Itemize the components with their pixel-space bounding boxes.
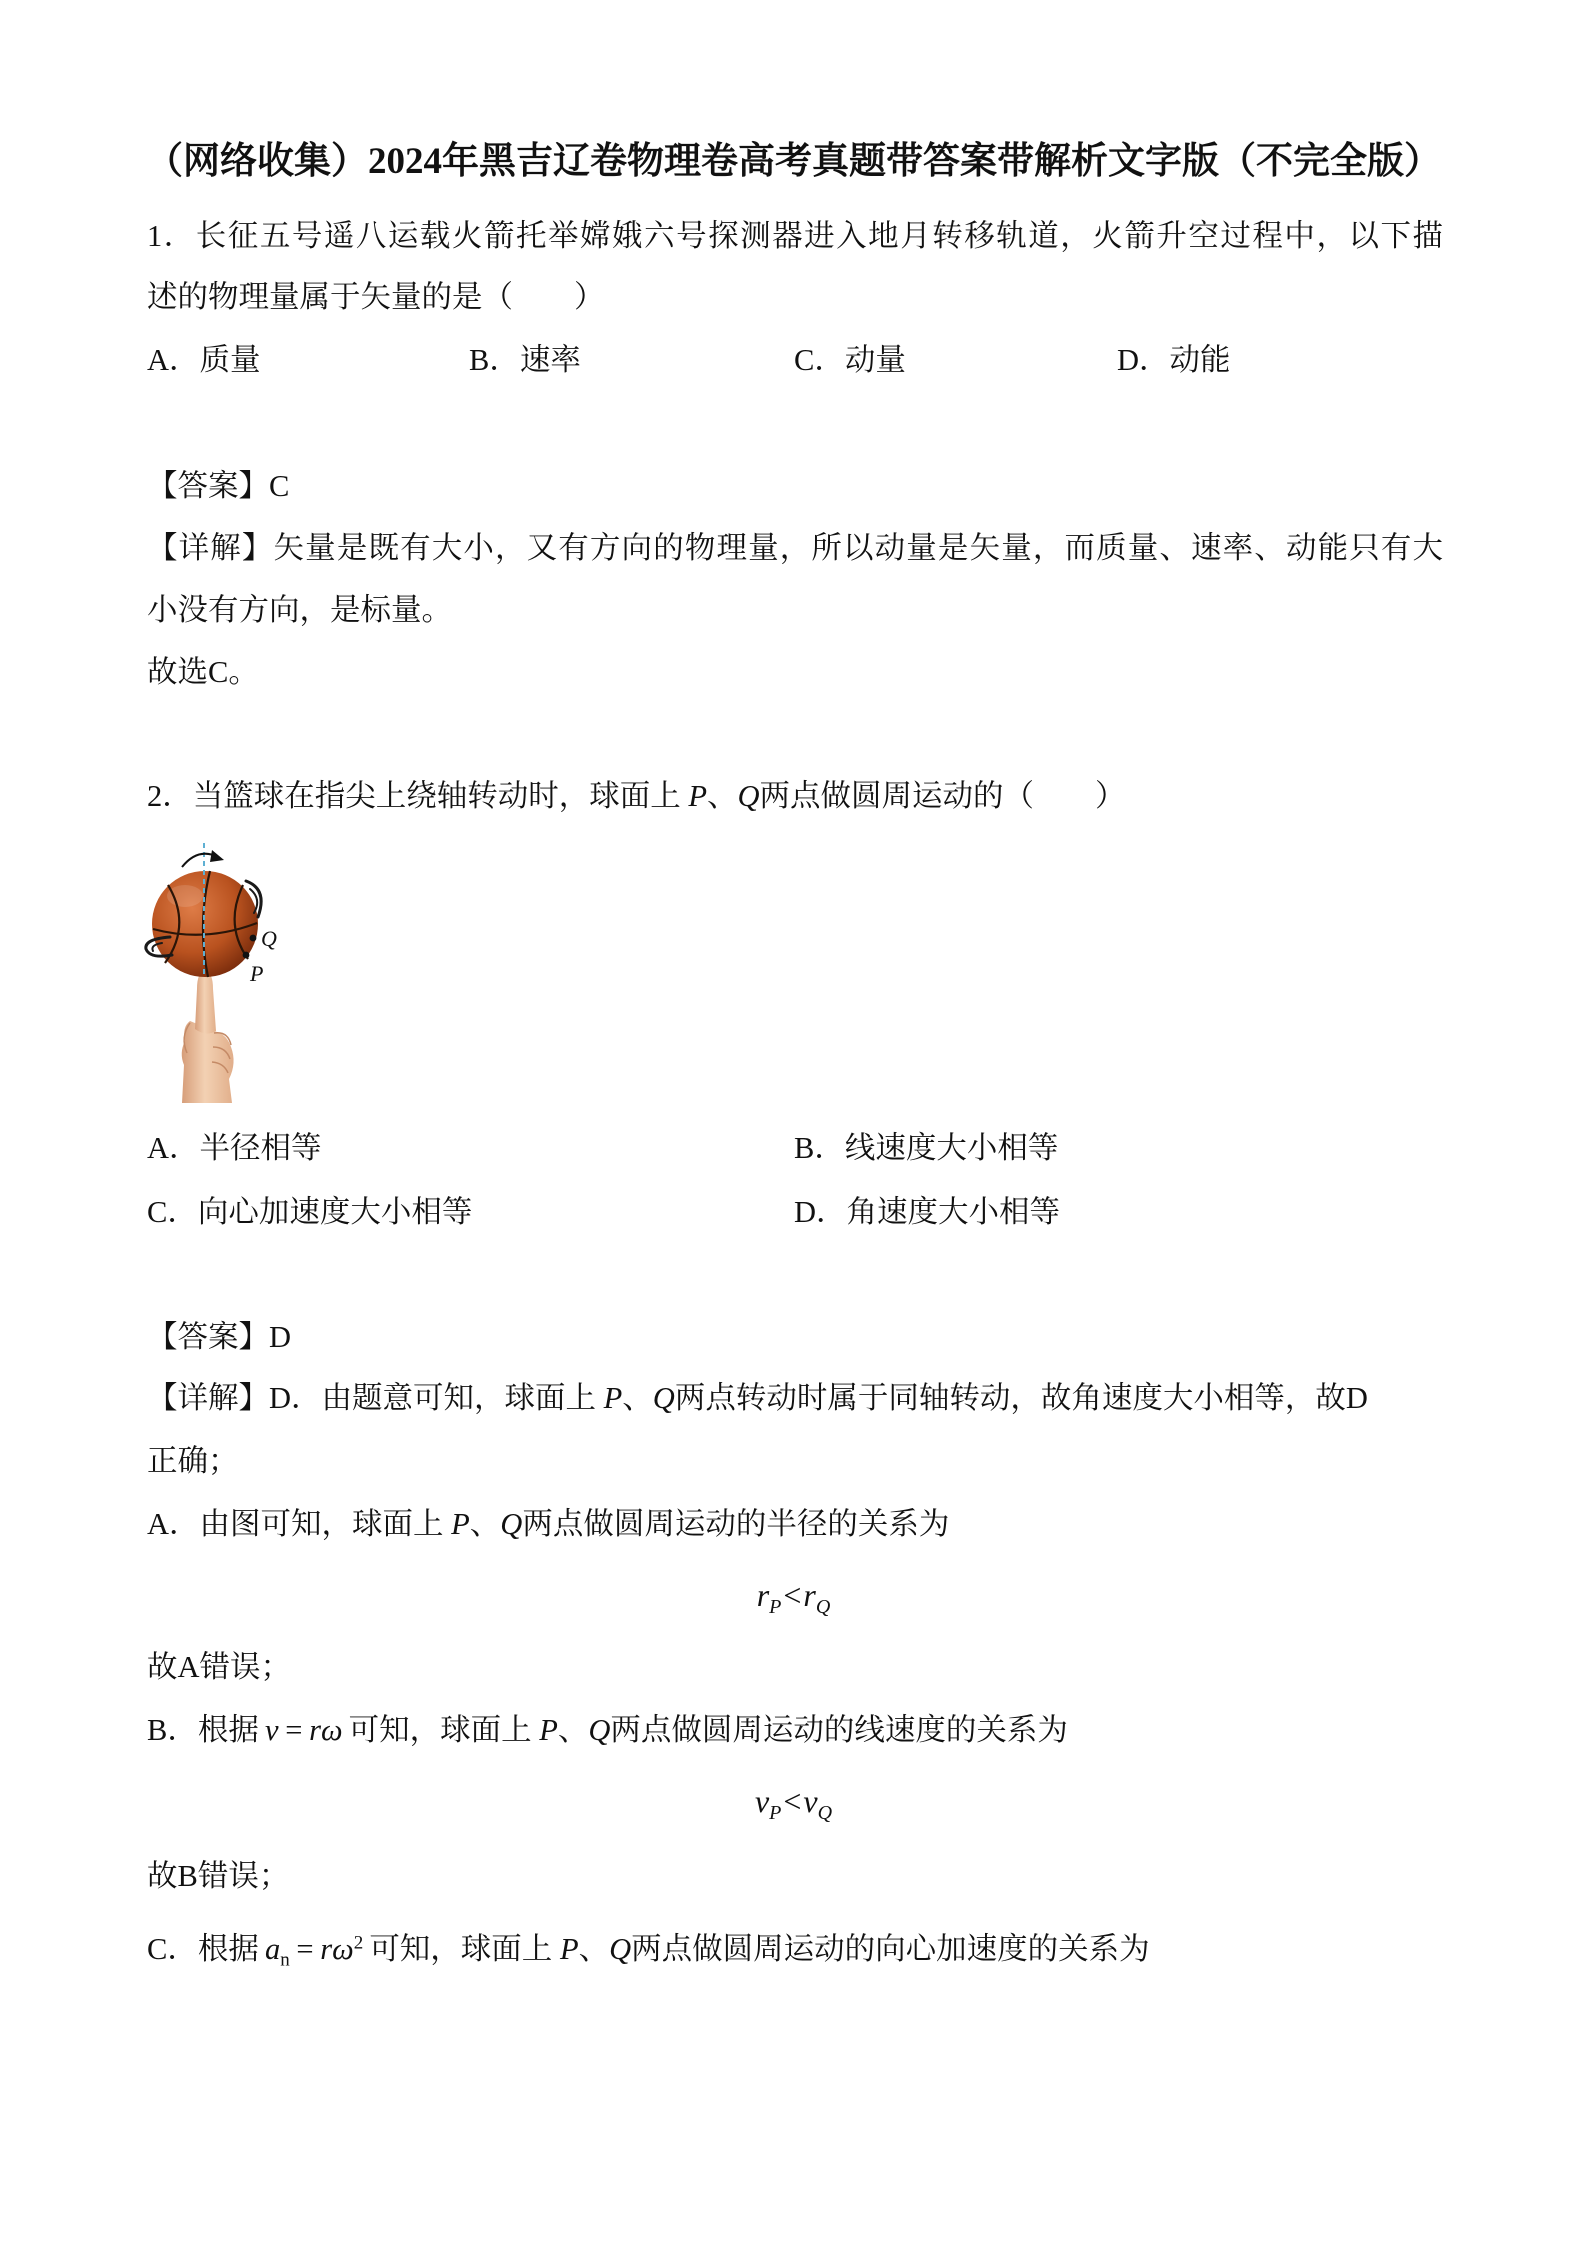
question-2-option-a bbox=[147, 1117, 322, 1179]
option-label: B． bbox=[469, 343, 520, 377]
option-text: 线速度大小相等 bbox=[844, 1131, 1059, 1165]
index-finger bbox=[195, 971, 216, 1034]
detail-prefix: C．根据 bbox=[147, 1932, 259, 1966]
question-1-option-b bbox=[469, 329, 581, 391]
option-label: D． bbox=[794, 1195, 847, 1229]
option-text: 向心加速度大小相等 bbox=[197, 1195, 473, 1229]
velocity-formula bbox=[265, 1713, 343, 1747]
point-p-label: P bbox=[250, 961, 264, 986]
point-q-label: Q bbox=[261, 926, 277, 951]
point-q-symbol: Q bbox=[588, 1713, 611, 1747]
formula-radius-relation bbox=[0, 1564, 1587, 1626]
radius-symbol: r bbox=[309, 1713, 321, 1747]
option-label: C． bbox=[794, 343, 845, 377]
velocity-symbol: v bbox=[264, 1713, 279, 1747]
point-p-symbol: P bbox=[603, 1381, 623, 1415]
subscript-q: Q bbox=[817, 1802, 833, 1824]
question-1-answer: 【答案】C bbox=[147, 469, 290, 503]
detail-prefix: B．根据 bbox=[147, 1713, 259, 1747]
equals-sign: = bbox=[285, 1713, 303, 1747]
question-1-options bbox=[147, 329, 1443, 391]
question-2-option-b bbox=[794, 1117, 1058, 1179]
basketball-on-finger-figure bbox=[140, 841, 295, 1103]
detail-text: 可知，球面上 bbox=[348, 1713, 532, 1747]
ball-highlight bbox=[167, 885, 203, 907]
stem-text: 2．当篮球在指尖上绕轴转动时，球面上 bbox=[147, 779, 681, 813]
omega-symbol: ω bbox=[320, 1713, 343, 1747]
subscript-p: P bbox=[769, 1596, 782, 1618]
separator: 、 bbox=[557, 1713, 589, 1747]
velocity-symbol: v bbox=[803, 1783, 818, 1819]
detail-text: A．由图可知，球面上 bbox=[147, 1507, 444, 1541]
formula-velocity-relation bbox=[0, 1770, 1587, 1832]
point-p-dot bbox=[243, 952, 250, 959]
page-title: （网络收集）2024年黑吉辽卷物理卷高考真题带答案带解析文字版（不完全版） bbox=[146, 141, 1441, 182]
less-than-sign: < bbox=[783, 1783, 802, 1819]
question-2-stem bbox=[147, 765, 1443, 827]
point-q-dot bbox=[250, 935, 257, 942]
option-label: A． bbox=[147, 343, 200, 377]
point-p-symbol: P bbox=[451, 1507, 470, 1541]
detail-text-end: 两点做圆周运动的向心加速度的关系为 bbox=[631, 1932, 1150, 1966]
question-2-detail-d bbox=[147, 1367, 1443, 1429]
subscript-n: n bbox=[280, 1949, 290, 1971]
question-2-option-d bbox=[794, 1181, 1060, 1243]
acceleration-symbol: a bbox=[264, 1932, 281, 1966]
radius-symbol: r bbox=[320, 1932, 333, 1966]
option-label: C． bbox=[147, 1195, 198, 1229]
question-2-detail-b bbox=[147, 1699, 1443, 1761]
point-q-symbol: Q bbox=[652, 1381, 675, 1415]
detail-text: 【详解】D．由题意可知，球面上 bbox=[147, 1381, 597, 1415]
point-p-symbol: P bbox=[559, 1932, 579, 1966]
option-text: 动能 bbox=[1169, 343, 1231, 377]
question-1-stem-line-1: 1．长征五号遥八运载火箭托举嫦娥六号探测器进入地月转移轨道，火箭升空过程中，以下描 bbox=[147, 219, 1443, 253]
detail-text-end: 两点做圆周运动的半径的关系为 bbox=[522, 1507, 950, 1541]
point-p-symbol: P bbox=[688, 779, 708, 813]
subscript-p: P bbox=[769, 1802, 782, 1824]
detail-text-end: 两点转动时属于同轴转动，故角速度大小相等，故D bbox=[674, 1381, 1368, 1415]
question-2-detail-a bbox=[147, 1493, 1443, 1555]
option-label: A． bbox=[147, 1131, 200, 1165]
option-text: 质量 bbox=[199, 343, 261, 377]
question-1-detail-line-1: 【详解】矢量是既有大小，又有方向的物理量，所以动量是矢量，而质量、速率、动能只有大 bbox=[147, 531, 1443, 565]
question-2-options-row-1 bbox=[147, 1117, 1443, 1179]
stem-text-end: 两点做圆周运动的（ ） bbox=[759, 779, 1126, 813]
point-q-symbol: Q bbox=[609, 1932, 632, 1966]
separator: 、 bbox=[707, 779, 738, 813]
radius-symbol: r bbox=[803, 1577, 816, 1613]
subscript-q: Q bbox=[815, 1596, 831, 1618]
less-than-sign: < bbox=[783, 1577, 802, 1613]
question-1-option-d bbox=[1117, 329, 1231, 391]
option-text: 动量 bbox=[844, 343, 906, 377]
separator: 、 bbox=[578, 1932, 610, 1966]
separator: 、 bbox=[622, 1381, 653, 1415]
rotation-arrow-head bbox=[210, 850, 224, 862]
question-2-detail-c bbox=[147, 1918, 1443, 1980]
question-1-conclusion: 故选C。 bbox=[147, 655, 259, 689]
velocity-symbol: v bbox=[754, 1783, 770, 1819]
point-p-symbol: P bbox=[539, 1713, 558, 1747]
separator: 、 bbox=[469, 1507, 501, 1541]
question-2-option-c bbox=[147, 1181, 472, 1243]
question-2-options-row-2 bbox=[147, 1181, 1443, 1243]
centripetal-acceleration-formula bbox=[264, 1932, 364, 1971]
superscript-2: 2 bbox=[353, 1932, 364, 1954]
detail-text: 可知，球面上 bbox=[369, 1932, 553, 1966]
detail-text-end: 两点做圆周运动的线速度的关系为 bbox=[610, 1713, 1068, 1747]
option-label: D． bbox=[1117, 343, 1170, 377]
option-text: 角速度大小相等 bbox=[846, 1195, 1061, 1229]
question-2-result-b: 故B错误； bbox=[147, 1859, 290, 1893]
point-q-symbol: Q bbox=[500, 1507, 523, 1541]
option-text: 速率 bbox=[519, 343, 581, 377]
radius-symbol: r bbox=[756, 1577, 770, 1613]
question-2-detail-d-continued: 正确； bbox=[147, 1444, 239, 1478]
question-1-option-a bbox=[147, 329, 261, 391]
question-2-answer: 【答案】D bbox=[147, 1320, 292, 1354]
hand bbox=[182, 971, 234, 1103]
equals-sign: = bbox=[296, 1932, 314, 1966]
point-q-symbol: Q bbox=[737, 779, 760, 813]
question-1-stem-line-2: 述的物理量属于矢量的是（ ） bbox=[147, 280, 605, 314]
omega-symbol: ω bbox=[332, 1932, 354, 1966]
option-text: 半径相等 bbox=[199, 1131, 322, 1165]
question-1-detail-line-2: 小没有方向，是标量。 bbox=[147, 593, 452, 627]
option-label: B． bbox=[794, 1131, 845, 1165]
question-2-result-a: 故A错误； bbox=[147, 1650, 292, 1684]
question-1-option-c bbox=[794, 329, 906, 391]
